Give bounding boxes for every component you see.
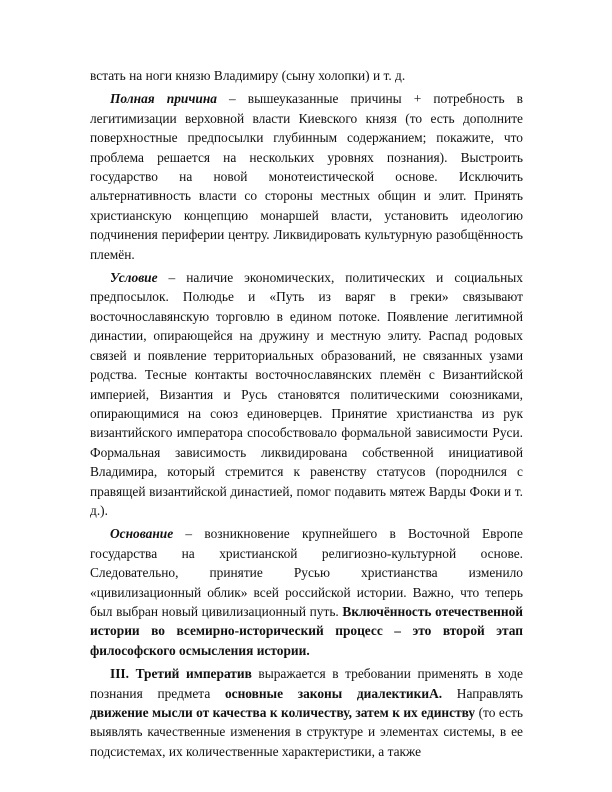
- paragraph-text: Направлять: [442, 685, 523, 701]
- bold-dialectics-laws-end: А.: [429, 685, 443, 701]
- paragraph-text: встать на ноги князю Владимиру (сыну холопки) и т. д.: [90, 68, 406, 83]
- paragraph-text: – вышеуказанные причины + потребность в легитимизации верховной власти Киевского князя (то есть дополните поверхностные предпосылки глубинным содержанием; покажите, что проблема решается на нескольких уровнях познания). Выстроить государство на новой монотеистической основе. Исключить альтернативность власти со стороны местных общин и элит. Принять христианскую концепцию монаршей власти, установить идеологию подчинения периферии центру. Ликвидировать культурную разобщённость племён.: [90, 91, 523, 262]
- paragraph-text: (то есть выявлять качественные изменения в структуре и элементах системы, в ее подсистемах, их количественные характеристики, а также: [90, 705, 523, 759]
- paragraph-bold-conclusion: Включённость отечественной истории во всемирно-исторический процесс – это второй этап философского осмысления истории.: [90, 603, 524, 658]
- bold-quality-quantity: движение мысли от качества к количеству, затем к их единству: [90, 705, 476, 720]
- paragraph-text: – возникновение крупнейшего в Восточной Европе государства на христианской религиозно-культурной основе. Следовательно, принятие Русью христианства изменило «цивилизационный облик» всей российской истории. Важно, что теперь был выбран новый цивилизационный путь.: [90, 526, 523, 619]
- term-full-cause: Полная причина: [110, 91, 217, 107]
- term-foundation: Основание: [110, 526, 174, 542]
- text-body: [90, 66, 523, 761]
- paragraph-foundation: [90, 524, 523, 660]
- paragraph-text: – наличие экономических, политических и социальных предпосылок. Полюдье и «Путь из варяг в греки» связывают восточнославянскую торговлю в едином потоке. Появление легитимной династии, опирающейся на дружину и местную элиту. Распад родовых связей и появление территориальных образований, не связанных узами родства. Тесные контакты восточнославянских племён с Византийской империей, Византия и Русь становятся политическими союзниками, опирающимися на союз единоверцев. Принятие христианства из рук византийского императора способствовало формальной зависимости Руси. Формальная зависимость ликвидирована собственной инициативой Владимира, который стремится к равенству статусов (породнился с правящей византийской династией, помог подавить мятеж Варды Фоки и т. д.).: [90, 270, 523, 518]
- paragraph-text: выражается в требовании применять в ходе познания предмета: [90, 666, 523, 701]
- bold-dialectics-laws: основные законы диалектики: [224, 685, 430, 701]
- section-lead-third-imperative: III. Третий императив: [110, 666, 252, 682]
- term-condition: Условие: [110, 270, 158, 286]
- paragraph-condition: [90, 268, 523, 520]
- paragraph-continuation: [90, 66, 523, 85]
- paragraph-third-imperative: [90, 664, 523, 761]
- paragraph-full-cause: [90, 89, 523, 264]
